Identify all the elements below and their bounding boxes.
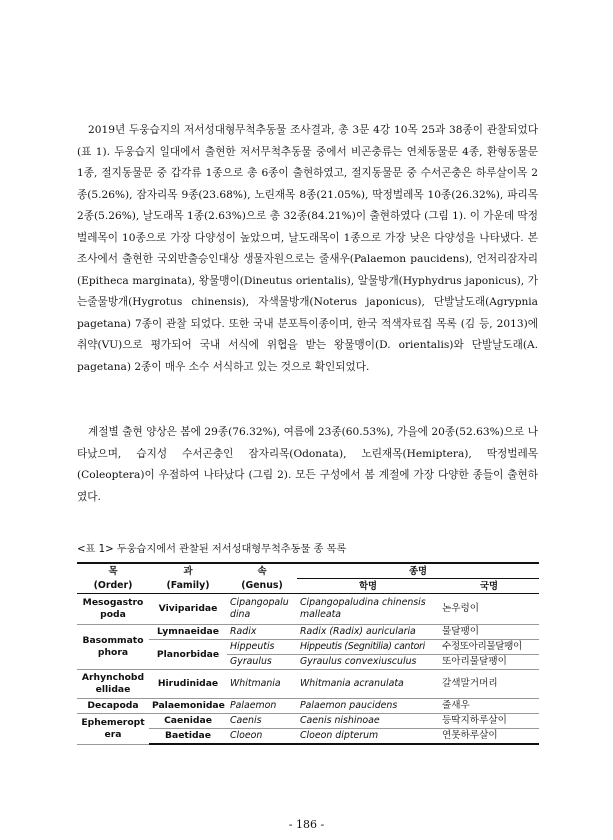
species-table xyxy=(77,562,539,745)
family-cell: Planorbidae xyxy=(149,640,227,670)
species-cell: Radix (Radix) auricularia xyxy=(297,625,439,640)
paragraph-1: 2019년 두웅습지의 저서성대형무척추동물 조사결과, 총 3문 4강 10목 25과 38종이 관찰되었다 (표 1). 두웅습지 일대에서 출현한 저서무척추동물 중에서 비곤충류는 연체동물문 4종, 환형동물문 1종, 절지동물문 중 갑각류 1종으로 총 6종이 출현하였고, 절지동물문 중 수서곤충은 하루살이목 2종(5.26%), 잠자리목 9종(23.68%), 노린재목 8종(21.05%), 딱정벌레목 10종(26.32%), 파리목 2종(5.26%), 날도래목 1종(2.63%)으로 총 32종(84.21%)이 출현하였다 (그림 1). 이 가운데 딱정벌레목이 10종으로 가장 다양성이 높았으며, 날도래목이 1종으로 가장 낮은 다양성을 나타냈다. 본 조사에서 출현한 국외반출승인대상 생물자원으로는 줄새우(Palaemon paucidens), 언저리잠자리(Epitheca marginata), 왕물맹이(Dineutus orientalis), 알물방개(Hyphydrus japonicus), 가는줄물방개(Hygrotus chinensis), 자색물방개(Noterus japonicus), 단발날도래(Agrypnia pagetana) 7종이 관찰 되었다. 또한 국내 분포특이종이며, 한국 적색자료집 목록 (김 등, 2013)에 취약(VU)으로 평가되어 국내 서식에 위협을 받는 왕물맹이(D. orientalis)와 단발날도래(A. pagetana) 2종이 매우 소수 서식하고 있는 것으로 확인되었다. xyxy=(77,124,538,373)
header-family: 과 xyxy=(149,563,227,579)
family-cell: Lymnaeidae xyxy=(149,625,227,640)
genus-cell: Radix xyxy=(227,625,297,640)
header-family-en: (Family) xyxy=(149,579,227,594)
species-cell: Cipangopaludina chinensis malleata xyxy=(297,594,439,625)
family-cell: Viviparidae xyxy=(149,594,227,625)
family-cell: Palaemonidae xyxy=(149,699,227,714)
genus-cell: Whitmania xyxy=(227,670,297,699)
table-row xyxy=(77,594,539,625)
header-genus: 속 xyxy=(227,563,297,579)
korean-name-cell: 갈색말거머리 xyxy=(439,670,539,699)
table-row xyxy=(77,699,539,714)
table-caption: <표 1> 두웅습지에서 관찰된 저서성대형무척추동물 종 목록 xyxy=(77,544,347,555)
species-cell: Gyraulus convexiusculus xyxy=(297,655,439,670)
family-cell: Caenidae xyxy=(149,714,227,729)
genus-cell: Cloeon xyxy=(227,729,297,745)
header-order: 목 xyxy=(77,563,149,579)
paragraph-2: 계절별 출현 양상은 봄에 29종(76.32%), 여름에 23종(60.53%), 가을에 20종(52.63%)으로 나타났으며, 습지성 수서곤충인 잠자리목(Odonata), 노린재목(Hemiptera), 딱정벌레목(Coleoptera)이 우점하여 나타났다 (그림 2). 모든 구성에서 봄 계절에 가장 다양한 종들이 출현하였다. xyxy=(77,426,538,503)
korean-name-cell: 논우렁이 xyxy=(439,594,539,625)
species-cell: Palaemon paucidens xyxy=(297,699,439,714)
genus-cell: Cipangopaludina xyxy=(227,594,297,625)
species-cell: Whitmania acranulata xyxy=(297,670,439,699)
order-cell: Ephemeroptera xyxy=(77,714,149,745)
korean-name-cell: 줄새우 xyxy=(439,699,539,714)
genus-cell: Palaemon xyxy=(227,699,297,714)
family-cell: Baetidae xyxy=(149,729,227,745)
species-cell: Hippeutis (Segnitilia) cantori xyxy=(297,640,439,655)
species-cell: Cloeon dipterum xyxy=(297,729,439,745)
korean-name-cell: 또아리물달팽이 xyxy=(439,655,539,670)
header-scientific-name: 학명 xyxy=(297,579,439,594)
korean-name-cell: 수정또아리물달팽이 xyxy=(439,640,539,655)
order-cell: Basommatophora xyxy=(77,625,149,670)
korean-name-cell: 연못하루살이 xyxy=(439,729,539,745)
header-order-en: (Order) xyxy=(77,579,149,594)
korean-name-cell: 물달팽이 xyxy=(439,625,539,640)
family-cell: Hirudinidae xyxy=(149,670,227,699)
order-cell: Decapoda xyxy=(77,699,149,714)
table-row xyxy=(77,714,539,729)
header-species: 종명 xyxy=(297,563,539,579)
page-number: - 186 - xyxy=(288,818,325,831)
genus-cell: Gyraulus xyxy=(227,655,297,670)
table-row xyxy=(77,670,539,699)
header-genus-en: (Genus) xyxy=(227,579,297,594)
table-row xyxy=(77,625,539,640)
genus-cell: Caenis xyxy=(227,714,297,729)
species-cell: Caenis nishinoae xyxy=(297,714,439,729)
order-cell: Arhynchobdellidae xyxy=(77,670,149,699)
genus-cell: Hippeutis xyxy=(227,640,297,655)
header-korean-name: 국명 xyxy=(439,579,539,594)
korean-name-cell: 등딱지하루살이 xyxy=(439,714,539,729)
order-cell: Mesogastropoda xyxy=(77,594,149,625)
